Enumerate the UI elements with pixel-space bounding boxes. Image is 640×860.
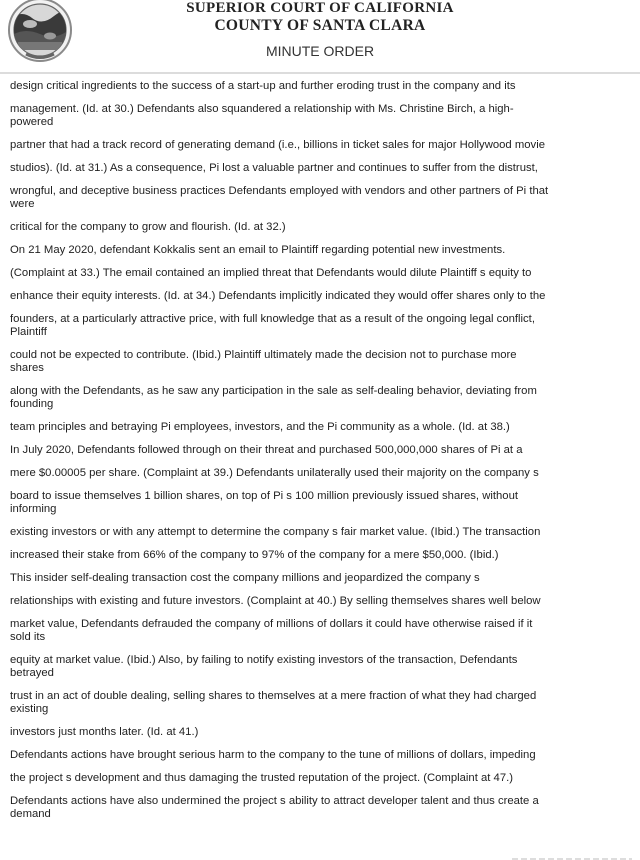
body-line: (Complaint at 33.) The email contained an implied threat that Defendants would dilute Plaintiff s equity to [10, 267, 532, 279]
court-name: SUPERIOR COURT OF CALIFORNIA [186, 0, 454, 16]
body-line: existing [10, 703, 49, 715]
body-line: demand [10, 808, 51, 820]
body-line: shares [10, 362, 44, 374]
body-line: management. (Id. at 30.) Defendants also squandered a relationship with Ms. Christine Birch, a high- [10, 103, 514, 115]
body-line: increased their stake from 66% of the company to 97% of the company for a mere $50,000. (Ibid.) [10, 549, 499, 561]
body-line: trust in an act of double dealing, selling shares to themselves at a mere fraction of what they had charged [10, 690, 537, 702]
body-line: powered [10, 116, 54, 128]
body-line: board to issue themselves 1 billion shares, on top of Pi s 100 million previously issued shares, without [10, 490, 518, 502]
body-line: sold its [10, 631, 46, 643]
body-line: investors just months later. (Id. at 41.) [10, 726, 199, 738]
body-line: betrayed [10, 667, 54, 679]
body-line: were [10, 198, 35, 210]
body-line: On 21 May 2020, defendant Kokkalis sent an email to Plaintiff regarding potential new investments. [10, 244, 506, 256]
body-line: critical for the company to grow and flourish. (Id. at 32.) [10, 221, 286, 233]
county-seal-icon [2, 0, 76, 64]
body-line: This insider self-dealing transaction cost the company millions and jeopardized the company s [10, 572, 480, 584]
body-line: informing [10, 503, 57, 515]
document-type-heading: MINUTE ORDER [265, 43, 375, 59]
body-line: Defendants actions have also undermined the project s ability to attract developer talent and thus create a [10, 795, 539, 807]
body-line: studios). (Id. at 31.) As a consequence, Pi lost a valuable partner and continues to suffer from the distrust, [10, 162, 538, 174]
body-line: founding [10, 398, 54, 410]
order-body-text [10, 80, 630, 821]
body-line: could not be expected to contribute. (Ibid.) Plaintiff ultimately made the decision not to purchase more [10, 349, 517, 361]
body-line: design critical ingredients to the success of a start-up and further eroding trust in the company and its [10, 80, 516, 92]
body-line: wrongful, and deceptive business practices Defendants employed with vendors and other partners of Pi that [10, 185, 549, 197]
body-line: mere $0.00005 per share. (Complaint at 39.) Defendants unilaterally used their majority on the company s [10, 467, 539, 479]
body-line: relationships with existing and future investors. (Complaint at 40.) By selling themselves shares well below [10, 595, 541, 607]
court-header [80, 0, 560, 59]
body-line: team principles and betraying Pi employees, investors, and the Pi community as a whole. (Id. at 38.) [10, 421, 510, 433]
body-line: partner that had a track record of generating demand (i.e., billions in ticket sales for major Hollywood movie [10, 139, 545, 151]
body-line: In July 2020, Defendants followed through on their threat and purchased 500,000,000 shares of Pi at a [10, 444, 523, 456]
body-line: Plaintiff [10, 326, 47, 338]
body-line: Defendants actions have brought serious harm to the company to the tune of millions of dollars, impeding [10, 749, 536, 761]
body-line: the project s development and thus damaging the trusted reputation of the project. (Complaint at 47.) [10, 772, 514, 784]
body-line: founders, at a particularly attractive price, with full knowledge that as a result of the ongoing legal conflict, [10, 313, 535, 325]
body-line: equity at market value. (Ibid.) Also, by failing to notify existing investors of the transaction, Defendants [10, 654, 518, 666]
body-line: along with the Defendants, as he saw any participation in the sale as self-dealing behavior, deviating from [10, 385, 537, 397]
body-line: market value, Defendants defrauded the company of millions of dollars it could have otherwise raised if it [10, 618, 533, 630]
body-line: enhance their equity interests. (Id. at 34.) Defendants implicitly indicated they would offer shares only to the [10, 290, 546, 302]
county-name: COUNTY OF SANTA CLARA [214, 17, 426, 34]
body-line: existing investors or with any attempt to determine the company s fair market value. (Ibid.) The transaction [10, 526, 541, 538]
header-divider [0, 72, 640, 74]
